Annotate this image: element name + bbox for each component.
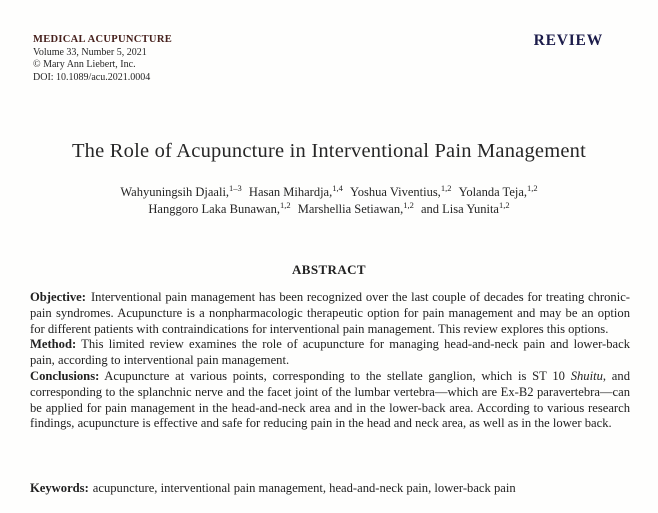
author-name: Hanggoro Laka Bunawan, bbox=[148, 201, 280, 216]
author bbox=[297, 199, 414, 216]
abstract-paragraph-objective bbox=[30, 290, 630, 337]
keywords-text: acupuncture, interventional pain management, head-and-neck pain, lower-back pain bbox=[92, 481, 516, 495]
abstract-body bbox=[30, 290, 630, 432]
author-affiliation-sup: 1,2 bbox=[527, 182, 538, 193]
journal-header bbox=[33, 34, 172, 84]
author bbox=[120, 182, 242, 199]
acupoint-term-italic: Shuitu bbox=[570, 368, 603, 383]
abstract-heading: ABSTRACT bbox=[292, 262, 366, 277]
journal-volume: Volume 33, Number 5, 2021 bbox=[33, 46, 147, 58]
author bbox=[420, 199, 510, 216]
author-affiliation-sup: 1–3 bbox=[229, 182, 242, 193]
keywords-line bbox=[30, 481, 630, 496]
paper-title: The Role of Acupuncture in Interventional Pain Management bbox=[71, 139, 587, 162]
author bbox=[148, 199, 291, 216]
paragraph-label-conclusions: Conclusions: bbox=[30, 368, 100, 383]
author-name: and Lisa Yunita bbox=[420, 201, 499, 216]
paragraph-text-conclusions-after: , and corresponding to the splanchnic nerve and the facet joint of the lumbar vertebra—which are Ex-B2 paravertebra—can be applied for pain management in the head-and-neck area and in the lower-back area. According to various research findings, acupuncture is effective and safe for reducing pain in the head and neck area, as well as in the lower back. bbox=[30, 368, 630, 431]
abstract-paragraph-conclusions bbox=[30, 369, 630, 432]
journal-copyright: © Mary Ann Liebert, Inc. bbox=[33, 59, 136, 71]
journal-name: MEDICAL ACUPUNCTURE bbox=[33, 34, 173, 45]
paragraph-text-objective: Interventional pain management has been recognized over the last couple of decades for treating chronic-pain syndromes. Acupuncture is a nonpharmacologic therapeutic option for pain management and may be an option for different patients with contraindications for interventional pain management. This review explores this options. bbox=[30, 290, 630, 336]
author-affiliation-sup: 1,2 bbox=[279, 199, 291, 210]
author bbox=[349, 182, 452, 199]
paragraph-label-objective: Objective: bbox=[30, 290, 86, 304]
keywords-label: Keywords: bbox=[30, 481, 89, 495]
author-line-2 bbox=[0, 201, 658, 218]
author-list bbox=[0, 184, 658, 217]
author-affiliation-sup: 1,2 bbox=[498, 199, 510, 210]
article-type-label: REVIEW bbox=[533, 32, 603, 49]
journal-doi: DOI: 10.1089/acu.2021.0004 bbox=[33, 71, 151, 83]
author-affiliation-sup: 1,4 bbox=[332, 182, 343, 193]
author bbox=[458, 182, 538, 199]
author bbox=[248, 182, 343, 199]
paragraph-text-conclusions-before: Acupuncture at various points, corresponding to the stellate ganglion, which is ST 10 bbox=[104, 368, 571, 383]
paragraph-text-method: This limited review examines the role of acupuncture for managing head-and-neck pain and lower-back pain, according to interventional pain management. bbox=[30, 337, 630, 368]
abstract-paragraph-method bbox=[30, 337, 630, 369]
author-line-1 bbox=[0, 184, 658, 201]
author-affiliation-sup: 1,2 bbox=[403, 199, 414, 210]
author-name: Marshellia Setiawan, bbox=[297, 201, 404, 216]
author-name: Hasan Mihardja, bbox=[248, 185, 333, 199]
author-name: Yolanda Teja, bbox=[458, 185, 528, 199]
paragraph-label-method: Method: bbox=[30, 337, 77, 352]
author-name: Wahyuningsih Djaali, bbox=[120, 185, 230, 199]
author-name: Yoshua Viventius, bbox=[349, 185, 441, 199]
author-affiliation-sup: 1,2 bbox=[440, 182, 452, 193]
